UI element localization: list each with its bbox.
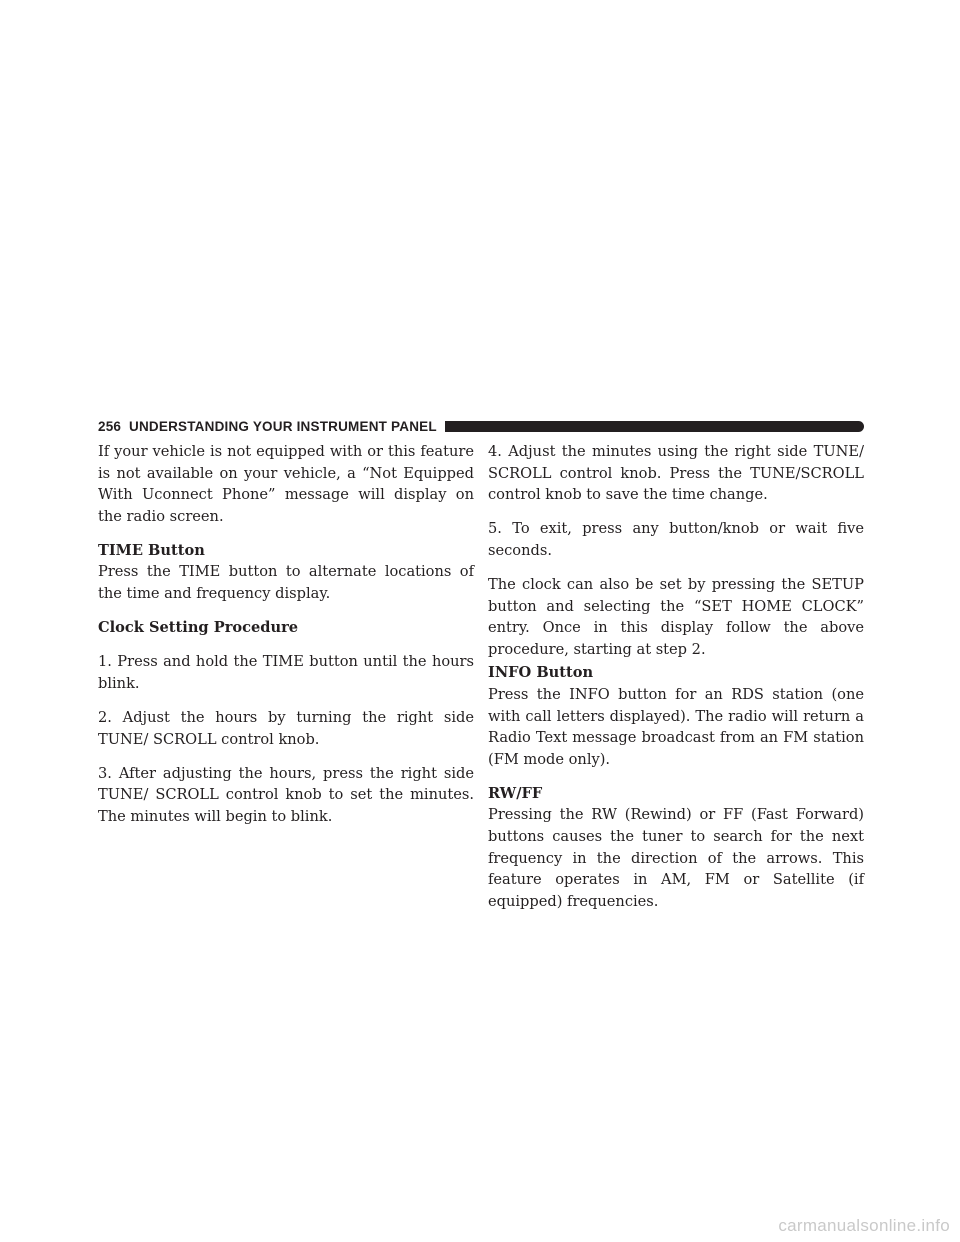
section-title: UNDERSTANDING YOUR INSTRUMENT PANEL [129, 418, 437, 434]
header-rule-bar [445, 421, 864, 432]
rw-ff-heading: RW/FF [488, 784, 543, 802]
page-header-text [98, 419, 445, 434]
time-button-paragraph: Press the TIME button to alternate locations of the time and frequency display. [98, 563, 474, 603]
setup-paragraph: The clock can also be set by pressing the SETUP button and selecting the “SET HOME CLOCK” entry. Once in this display follow the above procedure, starting at step 2. [488, 575, 864, 658]
intro-paragraph: If your vehicle is not equipped with or this feature is not available on your vehicle, a “Not Equipped With Uconnect Phone” message will display on the radio screen. [98, 443, 474, 525]
watermark: carmanualsonline.info [778, 1216, 950, 1235]
info-button-paragraph: Press the INFO button for an RDS station (one with call letters displayed). The radio will return a Radio Text message broadcast from an FM station (FM mode only). [488, 685, 864, 768]
clock-setting-heading: Clock Setting Procedure [98, 619, 299, 637]
step-2: 2. Adjust the hours by turning the right side TUNE/ SCROLL control knob. [98, 708, 474, 748]
step-1: 1. Press and hold the TIME button until the hours blink. [98, 653, 474, 692]
rw-ff-paragraph: Pressing the RW (Rewind) or FF (Fast Forward) buttons causes the tuner to search for the next frequency in the direction of the arrows. This feature operates in AM, FM or Satellite (if equipped) frequencies. [488, 806, 864, 910]
page-number: 256 [98, 418, 122, 434]
step-5: 5. To exit, press any button/knob or wait five seconds. [488, 520, 864, 559]
right-column [488, 441, 864, 925]
left-column [98, 441, 474, 840]
step-4: 4. Adjust the minutes using the right side TUNE/ SCROLL control knob. Press the TUNE/SCROLL control knob to save the time change. [488, 443, 864, 504]
time-button-heading: TIME Button [98, 541, 205, 559]
step-3: 3. After adjusting the hours, press the right side TUNE/ SCROLL control knob to set the minutes. The minutes will begin to blink. [98, 764, 474, 825]
info-button-heading: INFO Button [488, 664, 594, 682]
page-header [98, 418, 864, 434]
